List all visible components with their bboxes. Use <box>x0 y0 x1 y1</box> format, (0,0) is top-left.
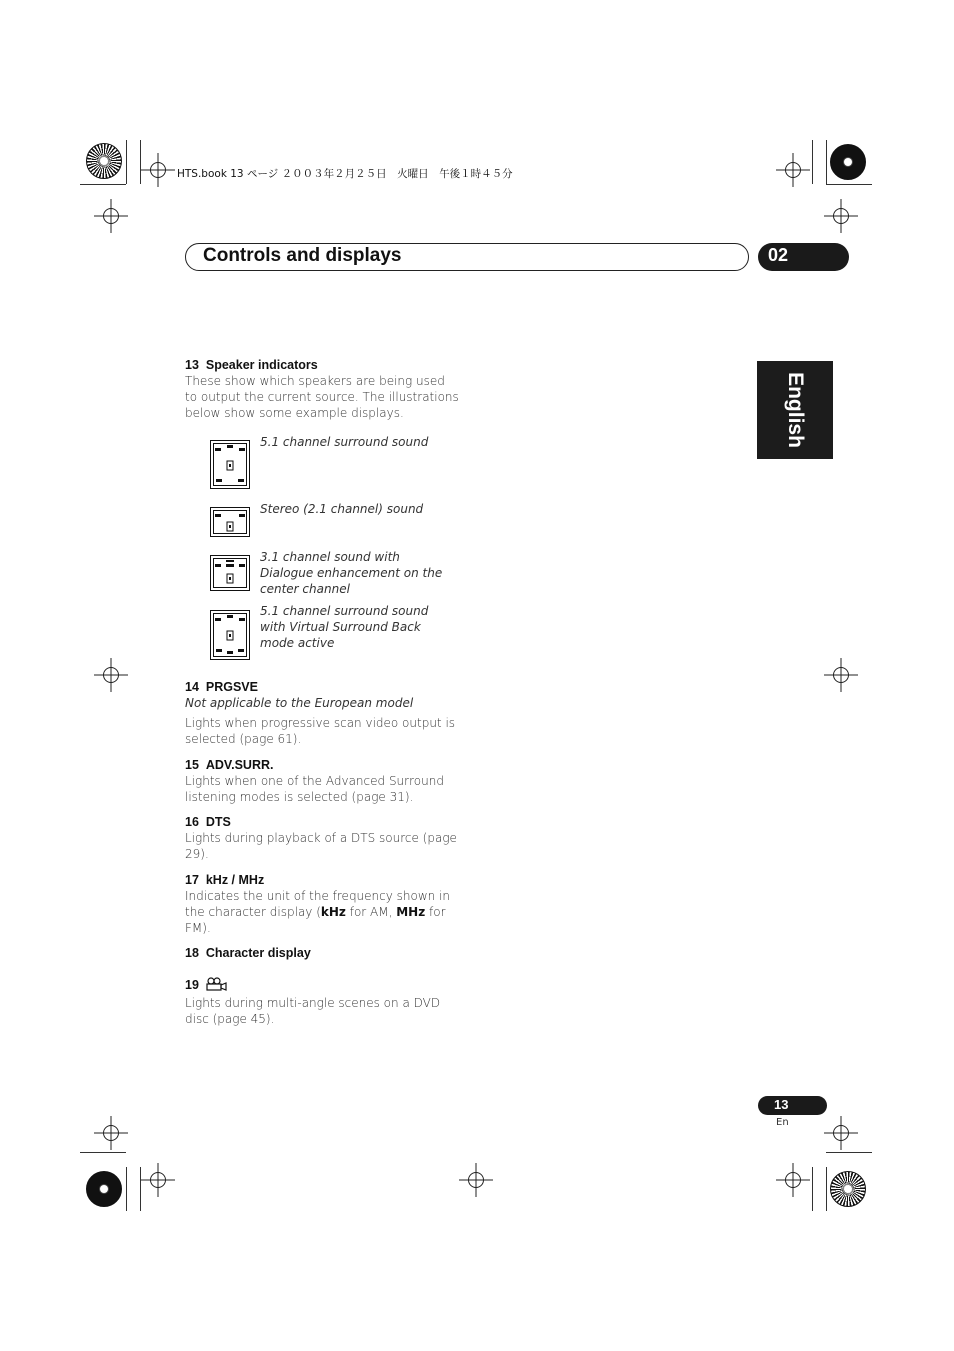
section-note: Not applicable to the European model <box>185 696 414 710</box>
camera-angle-icon <box>206 977 228 995</box>
crosshair-icon <box>103 1125 119 1141</box>
crosshair-icon <box>468 1172 484 1188</box>
crosshair-icon <box>103 208 119 224</box>
section-15 <box>185 757 460 805</box>
example-caption: 5.1 channel surround sound <box>260 435 429 449</box>
body-bold: MHz <box>396 905 426 919</box>
section-number: 16 <box>185 815 199 829</box>
section-16 <box>185 814 460 862</box>
section-title: Character display <box>205 946 311 960</box>
registration-wheel-icon <box>830 1171 866 1207</box>
example-caption: 3.1 channel sound with Dialogue enhancement on the center channel <box>260 550 443 596</box>
section-heading <box>185 872 460 888</box>
example-caption: Stereo (2.1 channel) sound <box>260 502 424 516</box>
body-bold: kHz <box>320 905 346 919</box>
crosshair-icon <box>785 162 801 178</box>
section-17 <box>185 872 460 936</box>
section-18 <box>185 945 460 961</box>
section-title: Speaker indicators <box>205 358 318 372</box>
page-title: Controls and displays <box>203 245 402 266</box>
page-number: 13 <box>774 1097 789 1112</box>
crosshair-icon <box>833 1125 849 1141</box>
section-heading <box>185 814 460 830</box>
section-title: PRGSVE <box>205 680 258 694</box>
section-number: 14 <box>185 680 199 694</box>
section-body <box>185 888 460 936</box>
speaker-display-3-1-icon <box>210 555 250 591</box>
section-heading <box>185 945 460 961</box>
crosshair-icon <box>150 1172 166 1188</box>
section-title: ADV.SURR. <box>205 758 274 772</box>
section-title: DTS <box>205 815 231 829</box>
registration-wheel-icon <box>86 1171 122 1207</box>
section-body: Lights when one of the Advanced Surround listening modes is selected (page 31). <box>185 774 444 804</box>
body-text: for FM). <box>185 905 446 935</box>
crosshair-icon <box>833 667 849 683</box>
registration-wheel-icon <box>86 143 122 179</box>
registration-wheel-icon <box>830 144 866 180</box>
section-number: 13 <box>185 358 199 372</box>
section-heading <box>185 757 460 773</box>
chapter-number: 02 <box>768 245 789 265</box>
page-language: En <box>776 1117 789 1128</box>
crosshair-icon <box>150 162 166 178</box>
crosshair-icon <box>785 1172 801 1188</box>
speaker-display-5-1-icon <box>210 440 250 489</box>
speaker-display-5-1-vsb-icon <box>210 610 250 660</box>
section-14 <box>185 679 460 747</box>
section-body: Lights when progressive scan video output is selected (page 61). <box>185 716 456 746</box>
example-caption: 5.1 channel surround sound with Virtual Surround Back mode active <box>260 604 429 650</box>
section-body: Lights during multi-angle scenes on a DVD disc (page 45). <box>185 996 441 1026</box>
body-text: Indicates the unit of the frequency shown in the character display ( <box>185 889 451 919</box>
print-header-line: HTS.book 13 ページ ２００３年２月２５日 火曜日 午後１時４５分 <box>177 168 513 180</box>
section-heading <box>185 357 460 373</box>
section-19 <box>185 977 460 1027</box>
page-number-badge <box>758 1096 827 1115</box>
section-number: 19 <box>185 978 199 992</box>
speaker-display-2-1-icon <box>210 507 250 537</box>
section-title: kHz / MHz <box>205 873 265 887</box>
section-heading <box>185 977 460 995</box>
section-13 <box>185 357 460 421</box>
section-body: These show which speakers are being used to output the current source. The illustrations below show some example displays. <box>185 374 459 420</box>
body-text: for AM, <box>345 905 397 919</box>
language-tab-label: English <box>784 372 807 448</box>
section-heading <box>185 679 460 695</box>
crosshair-icon <box>833 208 849 224</box>
crosshair-icon <box>103 667 119 683</box>
section-number: 15 <box>185 758 199 772</box>
section-body: Lights during playback of a DTS source (page 29). <box>185 831 457 861</box>
section-number: 18 <box>185 946 199 960</box>
section-number: 17 <box>185 873 199 887</box>
